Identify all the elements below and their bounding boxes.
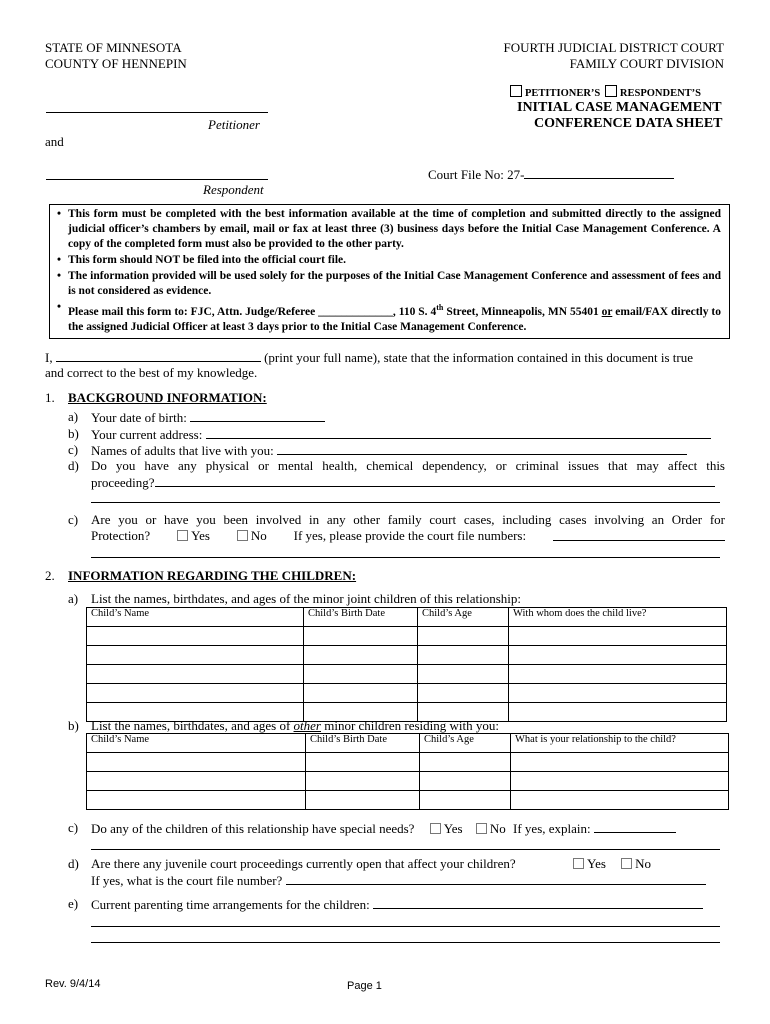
issues-field-line2[interactable]	[91, 490, 720, 503]
table-row[interactable]	[87, 753, 729, 772]
q1b	[91, 426, 711, 443]
division-label: FAMILY COURT DIVISION	[569, 56, 724, 71]
role-checkboxes	[510, 85, 701, 99]
court-file-numbers-line2[interactable]	[91, 545, 720, 558]
section2-number: 2.	[45, 568, 55, 583]
q1e-line2	[91, 528, 725, 544]
q1a-label: a)	[68, 409, 79, 424]
q2e-label: e)	[68, 896, 79, 911]
table-row[interactable]	[87, 684, 727, 703]
and-label: and	[45, 134, 64, 149]
col-childs-name: Child’s Name	[87, 608, 304, 627]
instruction-1: • This form must be completed with the best information available at the time of completion and submitted directly to the assigned judicial officer’s chambers by email, mail or fax at least three (3) business days before the Initial Case Management Conference. A copy of the completed form must also be provided to the other party.	[68, 207, 721, 252]
section1-number: 1.	[45, 390, 55, 405]
revision-label: Rev. 9/4/14	[45, 978, 101, 990]
form-title-line2: CONFERENCE DATA SHEET	[534, 116, 723, 131]
address-field[interactable]	[206, 426, 711, 439]
q2d-yes-option[interactable]	[573, 856, 606, 871]
table-row[interactable]	[87, 627, 727, 646]
q1d-line2	[91, 474, 715, 491]
q2b-other: other	[293, 718, 321, 733]
court-file-no-label: Court File No: 27-	[428, 167, 525, 182]
q1c-text: Names of adults that live with you:	[91, 443, 274, 458]
q2d-no-option[interactable]	[621, 856, 651, 871]
col-childs-name: Child’s Name	[87, 734, 306, 753]
respondent-name-field[interactable]	[46, 165, 268, 180]
q1d-text2: proceeding?	[91, 475, 155, 490]
county-label: COUNTY OF HENNEPIN	[45, 56, 187, 71]
q1c-label: c)	[68, 442, 79, 457]
parenting-time-field[interactable]	[373, 896, 703, 909]
q2a-text: List the names, birthdates, and ages of the minor joint children of this relationship:	[91, 591, 521, 606]
section1-title: BACKGROUND INFORMATION:	[68, 390, 267, 405]
page-number: Page 1	[347, 980, 382, 992]
q2a-label: a)	[68, 591, 79, 606]
other-children-table	[86, 733, 729, 810]
col-birth-date: Child’s Birth Date	[304, 608, 418, 627]
full-name-field[interactable]	[56, 349, 261, 362]
parenting-time-line3[interactable]	[91, 930, 720, 943]
q2d-no-checkbox[interactable]	[621, 858, 632, 869]
q2c-text: Do any of the children of this relationship have special needs?	[91, 821, 415, 836]
court-file-numbers-field[interactable]	[553, 528, 725, 541]
statement-prefix: I,	[45, 350, 53, 365]
statement-line2: and correct to the best of my knowledge.	[45, 365, 258, 380]
q1d-text: Do you have any physical or mental health, chemical dependency, or criminal issues that may affect this	[91, 458, 725, 473]
q2d-text: Are there any juvenile court proceedings currently open that affect your children?	[91, 856, 516, 871]
table-row[interactable]	[87, 791, 729, 810]
instruction-4-part1: Please mail this form to: FJC, Attn. Judge/Referee _____________, 110 S. 4	[68, 305, 437, 318]
table-row[interactable]	[87, 646, 727, 665]
court-file-no-field[interactable]	[524, 166, 674, 179]
col-birth-date: Child’s Birth Date	[306, 734, 420, 753]
instructions-box	[49, 204, 730, 339]
q1a	[91, 409, 325, 426]
q1e-ifyes: If yes, please provide the court file numbers:	[293, 528, 527, 543]
q2d-options	[573, 856, 651, 872]
state-label: STATE OF MINNESOTA	[45, 40, 182, 55]
q2e-text: Current parenting time arrangements for the children:	[91, 897, 370, 912]
q1c	[91, 442, 687, 459]
q2d-yes-checkbox[interactable]	[573, 858, 584, 869]
q1e-no-option[interactable]	[237, 528, 267, 544]
instruction-4-part3: email/FAX directly to the assigned Judicial Officer at least 3 days prior to the Initial Case Management Conference.	[68, 305, 722, 333]
q2c-no-option[interactable]	[476, 821, 506, 836]
statement-mid: (print your full name), state that the information contained in this document is true	[264, 350, 693, 365]
instruction-4-sup: th	[436, 303, 444, 312]
q2c-yes-checkbox[interactable]	[430, 823, 441, 834]
respondents-checkbox[interactable]	[605, 85, 617, 97]
table-row[interactable]	[87, 772, 729, 791]
petitioner-label: Petitioner	[208, 117, 260, 132]
q1e-protection: Protection?	[91, 528, 151, 543]
form-title-line1: INITIAL CASE MANAGEMENT	[517, 100, 722, 115]
court-file-no	[428, 166, 674, 183]
q1e-yes-label: Yes	[191, 528, 210, 543]
petitioners-check-label: PETITIONER’S	[525, 88, 601, 99]
parenting-time-line2[interactable]	[91, 914, 720, 927]
col-age: Child’s Age	[418, 608, 509, 627]
issues-field[interactable]	[155, 474, 715, 487]
q1a-text: Your date of birth:	[91, 410, 187, 425]
table-row[interactable]	[87, 665, 727, 684]
statement-line1	[45, 349, 725, 366]
q2c-no-checkbox[interactable]	[476, 823, 487, 834]
q1d-label: d)	[68, 458, 79, 473]
table-header-row	[87, 608, 727, 627]
special-needs-field[interactable]	[594, 820, 676, 833]
q2b	[91, 718, 499, 734]
petitioners-checkbox[interactable]	[510, 85, 522, 97]
q2b-label: b)	[68, 718, 79, 733]
juvenile-file-number-field[interactable]	[286, 872, 706, 885]
q2d-yes-label: Yes	[587, 856, 606, 871]
q2c	[91, 820, 725, 837]
q2d-no-label: No	[635, 856, 652, 871]
section2-title: INFORMATION REGARDING THE CHILDREN:	[68, 568, 357, 583]
court-label: FOURTH JUDICIAL DISTRICT COURT	[503, 40, 724, 55]
instruction-4-part2: Street, Minneapolis, MN 55401	[443, 305, 602, 318]
instruction-2: • This form should NOT be filed into the official court file.	[68, 253, 721, 268]
col-lives-with: With whom does the child live?	[509, 608, 727, 627]
q2c-explain: If yes, explain:	[513, 821, 591, 836]
q2d-text2: If yes, what is the court file number?	[91, 873, 283, 888]
q2c-yes-label: Yes	[443, 821, 463, 836]
q1e-yes-option[interactable]	[177, 528, 210, 544]
respondent-label: Respondent	[203, 182, 264, 197]
joint-children-table	[86, 607, 727, 722]
col-age: Child’s Age	[420, 734, 511, 753]
special-needs-line2[interactable]	[91, 837, 720, 850]
q1e-no-checkbox[interactable]	[237, 530, 248, 541]
q2e	[91, 896, 703, 913]
q1e-text: Are you or have you been involved in any other family court cases, including cases involving an Order for	[91, 512, 725, 527]
q1e-yes-checkbox[interactable]	[177, 530, 188, 541]
q2c-no-label: No	[489, 821, 506, 836]
instruction-4-or: or	[601, 305, 613, 318]
petitioner-name-field[interactable]	[46, 96, 268, 113]
q2d-line2	[91, 872, 706, 889]
table-header-row	[87, 734, 729, 753]
q2d-label: d)	[68, 856, 79, 871]
dob-field[interactable]	[190, 409, 325, 422]
instruction-3: • The information provided will be used solely for the purposes of the Initial Case Management Conference and assessment of fees and is not considered as evidence.	[68, 269, 721, 299]
q1b-label: b)	[68, 426, 79, 441]
q2c-yes-option[interactable]	[430, 821, 463, 836]
q2b-pre: List the names, birthdates, and ages of	[91, 718, 294, 733]
col-relationship: What is your relationship to the child?	[511, 734, 729, 753]
q1b-text: Your current address:	[91, 427, 203, 442]
q2c-label: c)	[68, 820, 79, 835]
q2b-post: minor children residing with you:	[320, 718, 499, 733]
instruction-4	[68, 300, 721, 335]
respondents-check-label: RESPONDENT’S	[619, 88, 702, 99]
q1e-no-label: No	[250, 528, 267, 543]
q1e-label: c)	[68, 512, 79, 527]
adults-field[interactable]	[277, 442, 687, 455]
